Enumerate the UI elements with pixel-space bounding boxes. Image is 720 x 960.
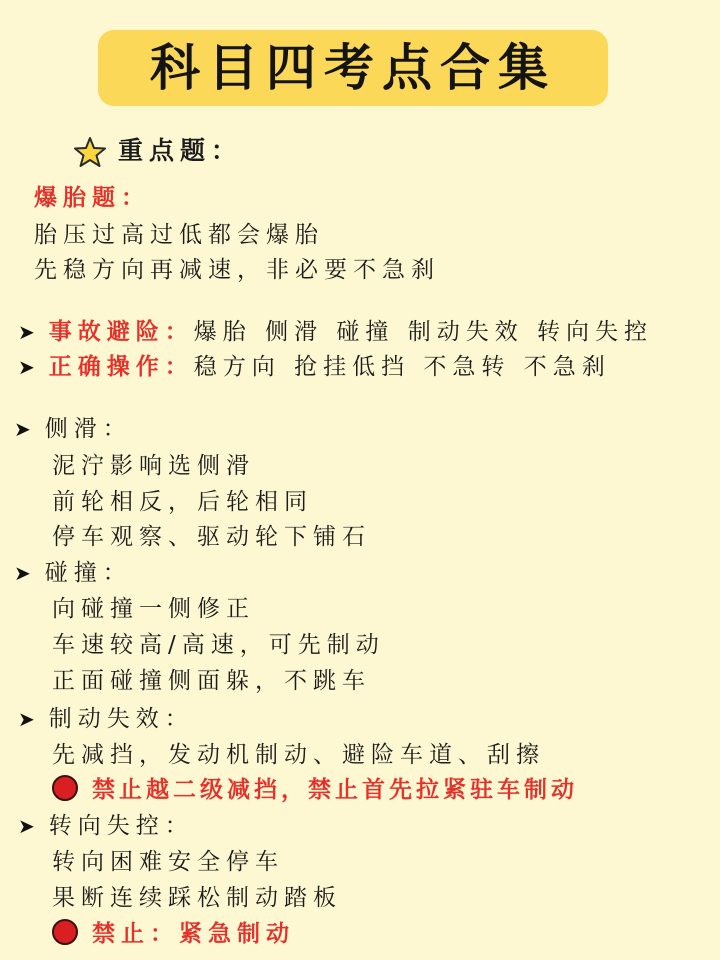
key-heading: 重点题： — [118, 136, 243, 165]
collision-line-2: 车速较高/高速，可先制动 — [52, 632, 385, 658]
steer-warning-text: 紧急制动 — [179, 921, 295, 947]
arrow-icon: ➤ — [14, 561, 31, 585]
arrow-icon: ➤ — [18, 814, 35, 838]
correct-text: 稳方向 抢挂低挡 不急转 不急刹 — [193, 354, 611, 380]
steer-warning-row — [52, 919, 295, 949]
correct-label: 正确操作： — [48, 354, 194, 380]
red-circle-icon — [52, 919, 78, 945]
brake-heading-row — [18, 704, 194, 734]
steer-line-1: 转向困难安全停车 — [52, 849, 284, 875]
star-icon — [74, 136, 106, 168]
arrow-icon: ➤ — [18, 707, 35, 731]
brake-warning: 禁止越二级减挡，禁止首先拉紧驻车制动 — [92, 777, 578, 803]
steer-line-2: 果断连续踩松制动踏板 — [52, 885, 342, 911]
arrow-icon: ➤ — [18, 355, 35, 379]
skid-line-2: 前轮相反，后轮相同 — [52, 489, 313, 515]
tire-line-1: 胎压过高过低都会爆胎 — [34, 222, 324, 248]
avoid-text: 爆胎 侧滑 碰撞 制动失效 转向失控 — [193, 319, 654, 345]
collision-heading-row — [14, 558, 132, 588]
skid-heading: 侧滑： — [44, 416, 132, 442]
tire-line-2: 先稳方向再减速，非必要不急刹 — [34, 257, 440, 283]
skid-heading-row — [14, 414, 132, 444]
arrow-icon: ➤ — [18, 320, 35, 344]
title-banner — [98, 30, 608, 106]
collision-line-1: 向碰撞一侧修正 — [52, 596, 255, 622]
tire-heading: 爆胎题： — [34, 185, 150, 211]
brake-heading: 制动失效： — [48, 706, 194, 732]
collision-line-3: 正面碰撞侧面躲，不跳车 — [52, 668, 371, 694]
correct-row — [18, 352, 611, 382]
steer-heading: 转向失控： — [48, 813, 194, 839]
avoid-row — [18, 317, 653, 347]
avoid-label: 事故避险： — [48, 319, 194, 345]
brake-warning-row — [52, 775, 578, 805]
steer-warning-label: 禁止： — [92, 921, 179, 947]
skid-line-3: 停车观察、驱动轮下铺石 — [52, 524, 371, 550]
steer-heading-row — [18, 811, 194, 841]
collision-heading: 碰撞： — [44, 560, 132, 586]
brake-line-1: 先减挡，发动机制动、避险车道、刮擦 — [52, 742, 545, 768]
skid-line-1: 泥泞影响选侧滑 — [52, 453, 255, 479]
page-title: 科目四考点合集 — [150, 39, 556, 97]
red-circle-icon — [52, 775, 78, 801]
arrow-icon: ➤ — [14, 417, 31, 441]
